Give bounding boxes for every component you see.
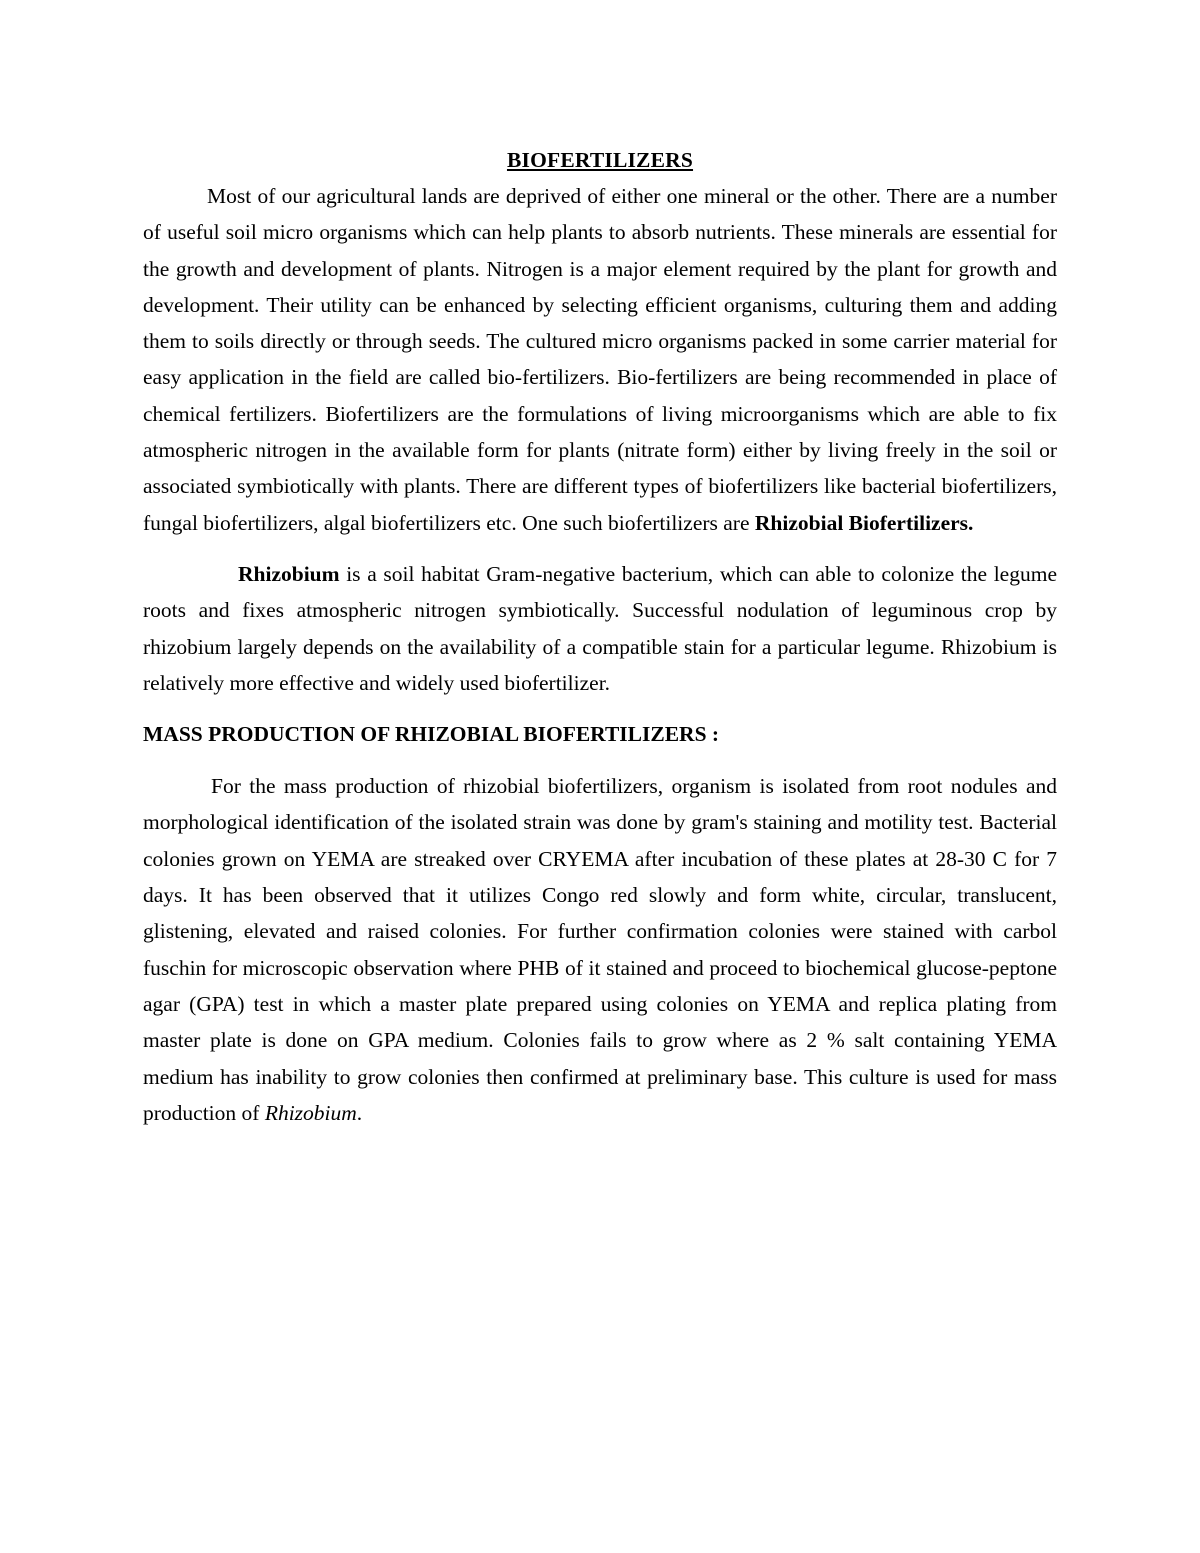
- mass-production-italic-term: Rhizobium: [264, 1100, 357, 1125]
- rhizobium-bold-term: Rhizobium: [238, 561, 340, 586]
- document-page: [143, 142, 1057, 1131]
- intro-paragraph: [143, 178, 1057, 541]
- rhizobium-paragraph: [143, 556, 1057, 701]
- mass-production-text: For the mass production of rhizobial biofertilizers, organism is isolated from root nodules and morphological identification of the isolated strain was done by gram's staining and motility test. Bacterial colonies grown on YEMA are streaked over CRYEMA after incubation of these plates at 28-30 C for 7 days. It has been observed that it utilizes Congo red slowly and form white, circular, translucent, glistening, elevated and raised colonies. For further confirmation colonies were stained with carbol fuschin for microscopic observation where PHB of it stained and proceed to biochemical glucose-peptone agar (GPA) test in which a master plate prepared using colonies on YEMA and replica plating from master plate is done on GPA medium. Colonies fails to grow where as 2 % salt containing YEMA medium has inability to grow colonies then confirmed at preliminary base. This culture is used for mass production of: [143, 774, 1057, 1125]
- rhizobium-paragraph-text: is a soil habitat Gram-negative bacterium, which can able to colonize the legume roots and fixes atmospheric nitrogen symbiotically. Successful nodulation of leguminous crop by rhizobium largely depends on the availability of a compatible stain for a particular legume. Rhizobium is relatively more effective and widely used biofertilizer.: [143, 561, 1057, 695]
- section-heading: MASS PRODUCTION OF RHIZOBIAL BIOFERTILIZERS :: [143, 722, 720, 747]
- intro-paragraph-text: Most of our agricultural lands are deprived of either one mineral or the other. There are a number of useful soil micro organisms which can help plants to absorb nutrients. These minerals are essential for the growth and development of plants. Nitrogen is a major element required by the plant for growth and development. Their utility can be enhanced by selecting efficient organisms, culturing them and adding them to soils directly or through seeds. The cultured micro organisms packed in some carrier material for easy application in the field are called bio-fertilizers. Bio-fertilizers are being recommended in place of chemical fertilizers. Biofertilizers are the formulations of living microorganisms which are able to fix atmospheric nitrogen in the available form for plants (nitrate form) either by living freely in the soil or associated symbiotically with plants. There are different types of biofertilizers like bacterial biofertilizers, fungal biofertilizers, algal biofertilizers etc. One such biofertilizers are: [143, 184, 1057, 535]
- mass-production-paragraph: [143, 768, 1057, 1131]
- intro-paragraph-bold-term: Rhizobial Biofertilizers.: [754, 510, 974, 535]
- document-title: BIOFERTILIZERS: [506, 148, 694, 172]
- mass-production-end: .: [356, 1100, 363, 1125]
